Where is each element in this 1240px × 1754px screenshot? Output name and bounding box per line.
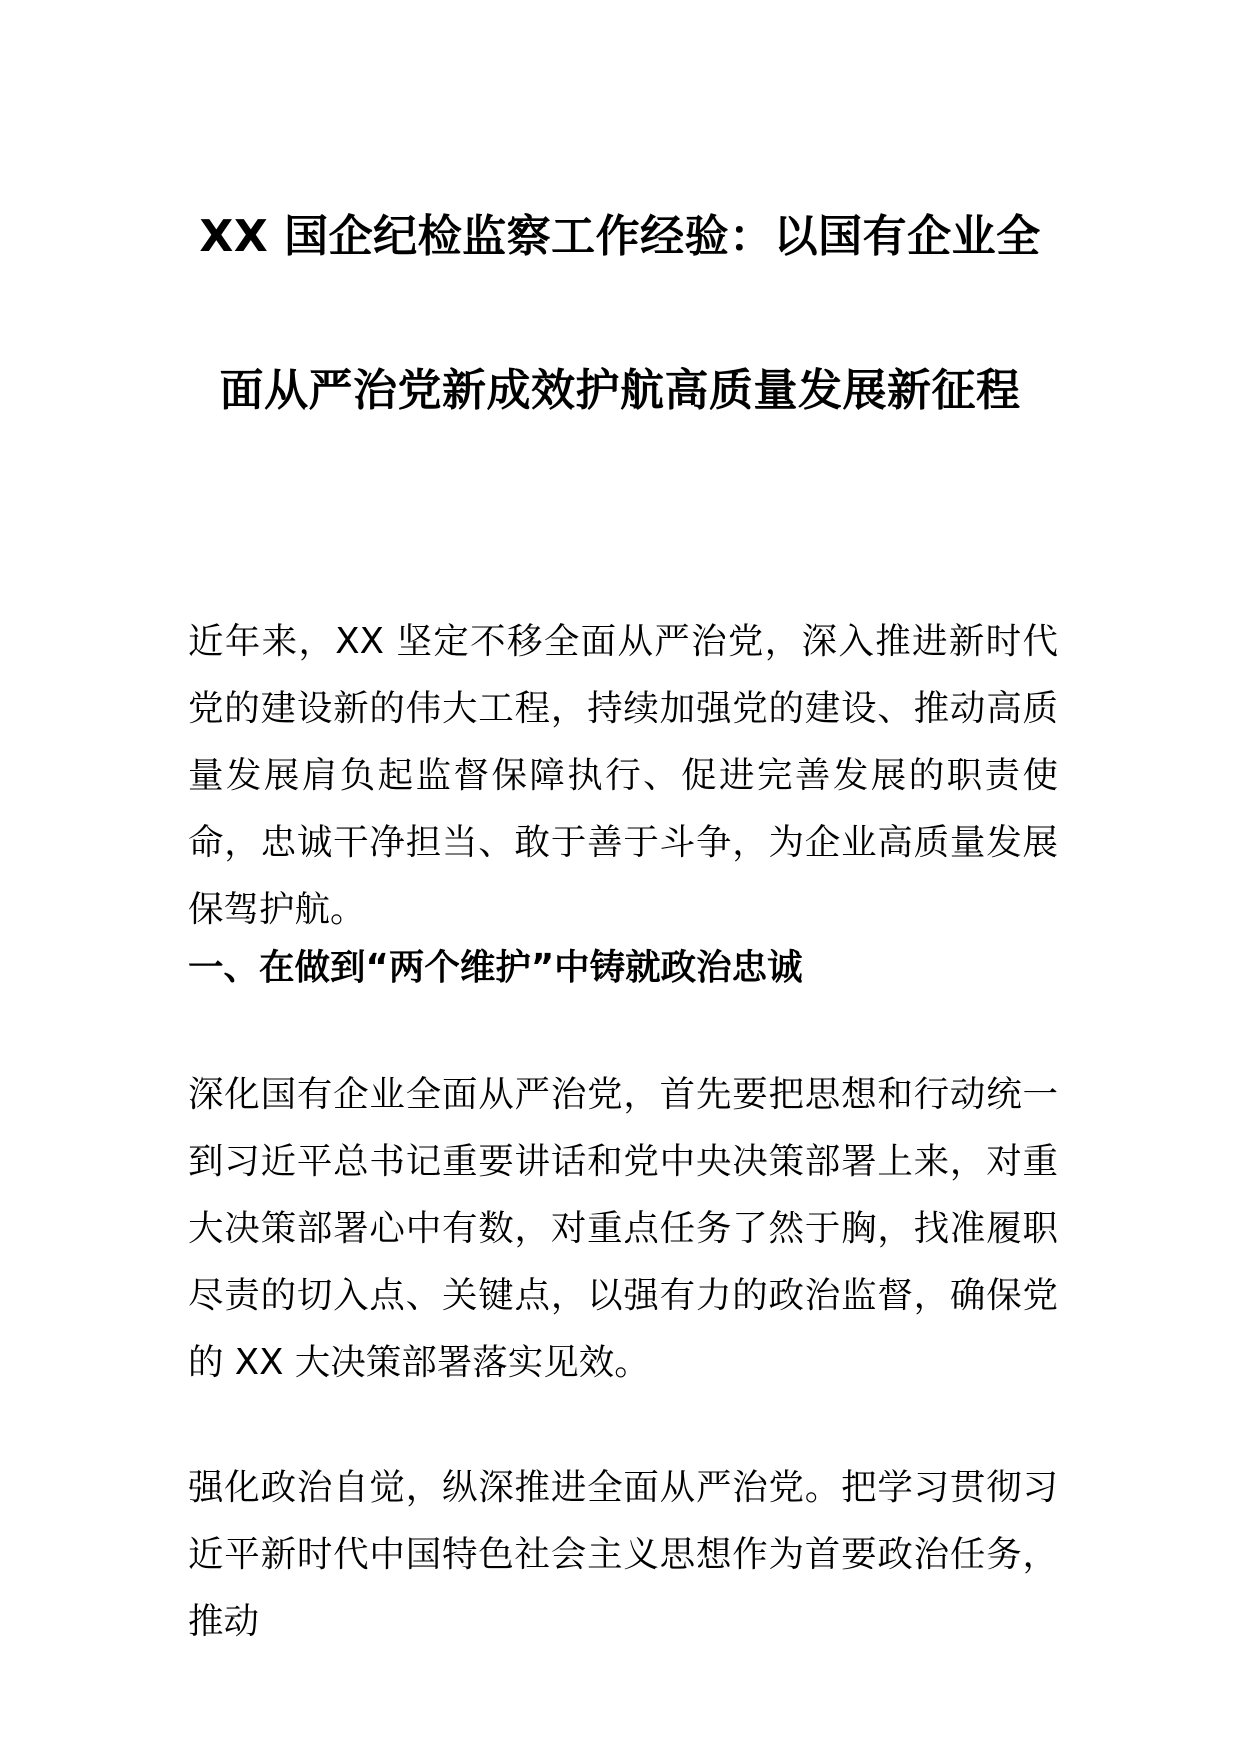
document-title-line-2: 面从严治党新成效护航高质量发展新征程 xyxy=(219,365,1021,416)
section-heading-1: 一、在做到“两个维护”中铸就政治忠诚 xyxy=(188,947,803,988)
document-title-line-1: XX 国企纪检监察工作经验：以国有企业全 xyxy=(199,211,1041,262)
intro-paragraph: 近年来，XX 坚定不移全面从严治党，深入推进新时代党的建设新的伟大工程，持续加强党的建设、推动高质量发展肩负起监督保障执行、促进完善发展的职责使命，忠诚干净担当、敢于善于斗争，为企业高质量发展保驾护航。 xyxy=(188,621,1058,930)
section-1-paragraph-1: 深化国有企业全面从严治党，首先要把思想和行动统一到习近平总书记重要讲话和党中央决策部署上来，对重大决策部署心中有数，对重点任务了然于胸，找准履职尽责的切入点、关键点，以强有力的政治监督，确保党的 XX 大决策部署落实见效。 xyxy=(188,1074,1058,1383)
section-1-paragraph-2: 强化政治自觉，纵深推进全面从严治党。把学习贯彻习近平新时代中国特色社会主义思想作为首要政治任务，推动 xyxy=(188,1467,1058,1642)
